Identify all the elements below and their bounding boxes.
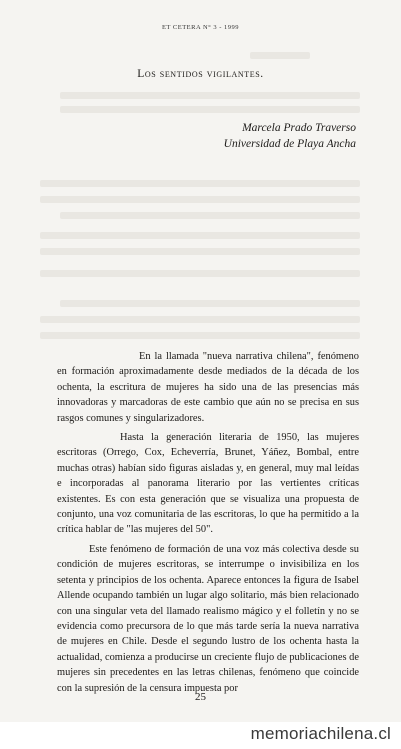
author-block <box>224 120 356 152</box>
author-affiliation: Universidad de Playa Ancha <box>223 138 356 150</box>
author-name: Marcela Prado Traverso <box>242 122 356 134</box>
page-number: 25 <box>195 691 206 703</box>
body-paragraph: En la llamada "nueva narrativa chilena", fenómeno en formación aproximadamente desde mediados de la década de los ochenta, la escritura de mujeres ha sido una de las presencias más innovadoras y marcadoras de este cambio que aún no se precisa en sus rasgos comunes y singularizadores. <box>57 351 359 424</box>
body-paragraph: Hasta la generación literaria de 1950, las mujeres escritoras (Orrego, Cox, Echeverría, Brunet, Yáñez, Bombal, entre muchas otras) habían sido figuras aisladas y, en general, muy mal leídas e incorporadas al panorama literario por las vertientes críticas existentes. Es con esta generación que se visualiza una propuesta de conjunto, una voz comunitaria de las escritoras, lo que ha permitido a la crítica hablar de "las mujeres del 50". <box>57 432 359 536</box>
watermark-text: memoriachilena.cl <box>250 724 391 743</box>
body-paragraph: Este fenómeno de formación de una voz más colectiva desde su condición de mujeres escritoras, se interrumpe o invisibiliza en los setenta y principios de los ochenta. Aparece entonces la figura de Isabel Allende ocupando también un lugar algo solitario, más bien relacionado con una singular veta del llamado realismo mágico y el folletín y no se evidencia como precursora de lo que más tarde sería la nueva narrativa de mujeres en Chile. Desde el segundo lustro de los ochenta hasta la actualidad, comienza a producirse un creciente flujo de publicaciones de mujeres sin precedentes en las letras chilenas, fenómeno que coincide con la supresión de la censura impuesta por <box>57 543 359 694</box>
article-body <box>57 349 359 700</box>
running-head: ET CETERA N° 3 - 1999 <box>161 24 240 31</box>
article-title: Los sentidos vigilantes. <box>137 68 264 80</box>
watermark-bar <box>0 722 401 749</box>
